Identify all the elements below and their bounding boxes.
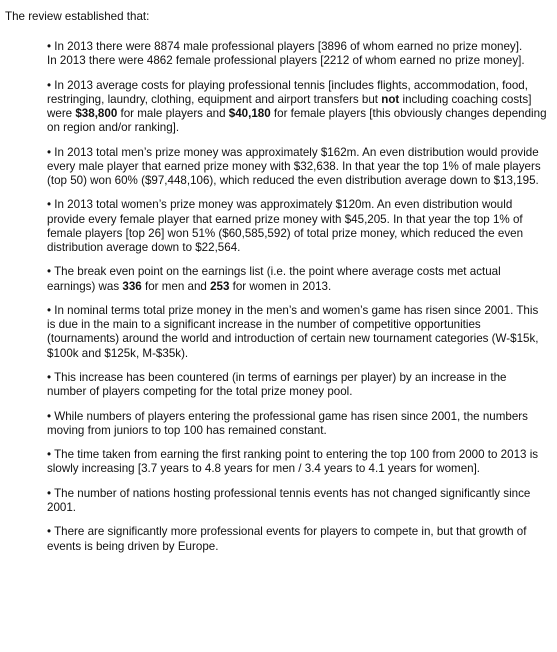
costs-text-a: • In 2013 average costs for playing professional tennis [includes flights, accommodation, food, restringing, laundry, clothing, equipment and airport transfers but — [47, 78, 528, 106]
female-players-text: In 2013 there were 4862 female professional players [2212 of whom earned no prize money]. — [47, 54, 525, 68]
female-cost-value: $40,180 — [228, 107, 271, 120]
women-break-even-value: 253 — [210, 279, 230, 293]
list-item-nominal-prize-money: • In nominal terms total prize money in the men’s and women’s game has risen since 2001. This is due in the main to a significant increase in the number of competitive opportunities (tournaments) around the world and introduction of certain new tournament categories (W-$15k, $100k and $125k, M-$35k). — [47, 303, 539, 360]
costs-text-e: for female players [this obviously changes depending on region and/or ranking]. — [47, 107, 547, 135]
men-break-even-value: 336 — [122, 279, 142, 293]
costs-text-c: including coaching costs] were — [47, 92, 532, 120]
list-item-events-growth: • There are significantly more professional events for players to compete in, but that growth of events is being driven by Europe. — [47, 525, 527, 553]
list-item-player-counts — [47, 40, 547, 68]
male-cost-value: $38,800 — [75, 107, 118, 120]
intro-text: The review established that: — [5, 10, 150, 23]
break-even-text-d: for women in 2013. — [229, 279, 332, 293]
break-even-text-a: • The break even point on the earnings list (i.e. the point where average costs met actual earnings) was — [47, 265, 501, 293]
list-item-time-to-top100: • The time taken from earning the first ranking point to entering the top 100 from 2000 to 2013 is slowly increasing [3.7 years to 4.8 years for men / 3.4 years to 4.1 years for women]. — [47, 448, 539, 476]
list-item-increase-countered: • This increase has been countered (in terms of earnings per player) by an increase in the number of players competing for the total prize money pool. — [47, 370, 507, 399]
list-item-average-costs — [47, 79, 547, 136]
list-item-men-prize-money: • In 2013 total men’s prize money was approximately $162m. An even distribution would provide every male player that earned prize money with $32,638. In that year the top 1% of male players (top 50) won 60% ($97,448,106), which reduced the even distribution average down to $13,195. — [47, 145, 541, 187]
male-players-text: • In 2013 there were 8874 male professional players [3896 of whom earned no prize money]. — [47, 40, 523, 53]
costs-emphasis-not: not — [381, 92, 400, 106]
list-item-juniors-to-top100: • While numbers of players entering the professional game has risen since 2001, the numbers moving from juniors to top 100 has remained constant. — [47, 409, 528, 437]
costs-text-d: for male players and — [117, 107, 229, 120]
list-item-break-even — [47, 265, 547, 293]
break-even-text-c: for men and — [141, 279, 211, 293]
list-item-women-prize-money: • In 2013 total women’s prize money was approximately $120m. An even distribution would provide every female player that earned prize money with $45,205. In that year the top 1% of female players [top 26] won 51% ($60,585,592) of total prize money, which reduced the even distribution average down to $22,564. — [47, 198, 524, 254]
findings-list — [47, 40, 547, 564]
list-item-hosting-nations: • The number of nations hosting professional tennis events has not changed significantly since 2001. — [47, 486, 531, 514]
